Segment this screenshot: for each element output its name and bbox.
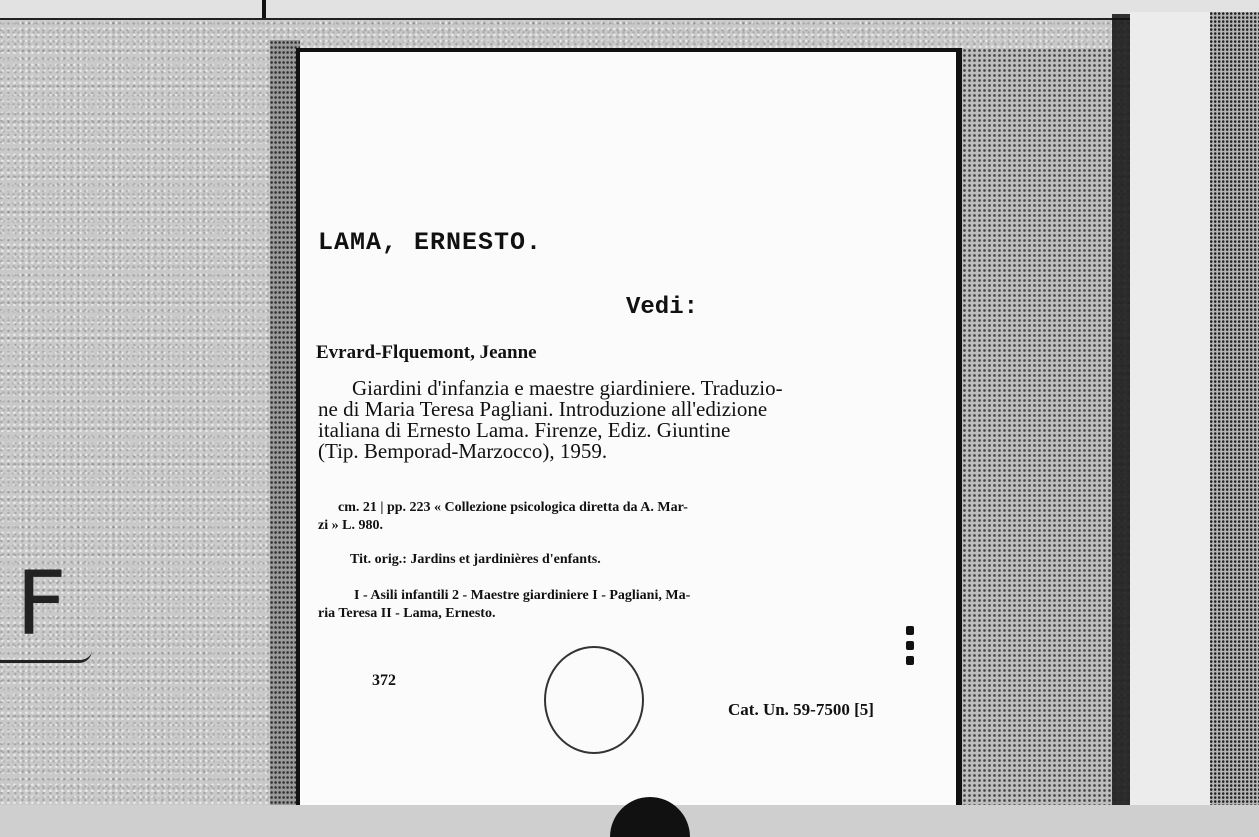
card-number: 372 <box>372 672 396 689</box>
margin-letter: F <box>16 552 67 655</box>
body-line: ne di Maria Teresa Pagliani. Introduzione all'edizione <box>318 397 768 421</box>
top-card-edge <box>0 0 1259 20</box>
card-right-shadow <box>962 48 1112 805</box>
collation-line: cm. 21 | pp. 223 « Collezione psicologica diretta da A. Mar- <box>338 500 688 515</box>
adjacent-card <box>1130 12 1259 805</box>
body-line: italiana di Ernesto Lama. Firenze, Ediz. Giuntine <box>318 418 731 442</box>
body-line: Giardini d'infanzia e maestre giardiniere. Traduzio- <box>352 376 783 400</box>
body-line: (Tip. Bemporad-Marzocco), 1959. <box>318 439 608 463</box>
subject-headings: I - Asili infantili 2 - Maestre giardiniere I - Pagliani, Ma- <box>354 588 691 603</box>
catalog-card <box>296 48 962 805</box>
author-name: Evrard-Flquemont, Jeanne <box>316 342 537 363</box>
original-title: Tit. orig.: Jardins et jardinières d'enfants. <box>350 552 601 567</box>
rod-shadow <box>610 797 690 837</box>
punch-hole <box>544 646 644 754</box>
title-description <box>318 378 948 462</box>
subject-headings-2: ria Teresa II - Lama, Ernesto. <box>318 606 496 621</box>
see-reference-label: Vedi: <box>626 294 699 321</box>
collation-line-2: zi » L. 980. <box>318 518 383 533</box>
margin-underline <box>0 650 92 663</box>
catalog-number: Cat. Un. 59-7500 [5] <box>728 700 874 719</box>
tick-marks <box>906 626 916 671</box>
card-heading: LAMA, ERNESTO. <box>318 228 543 257</box>
card-divider <box>1112 14 1130 805</box>
